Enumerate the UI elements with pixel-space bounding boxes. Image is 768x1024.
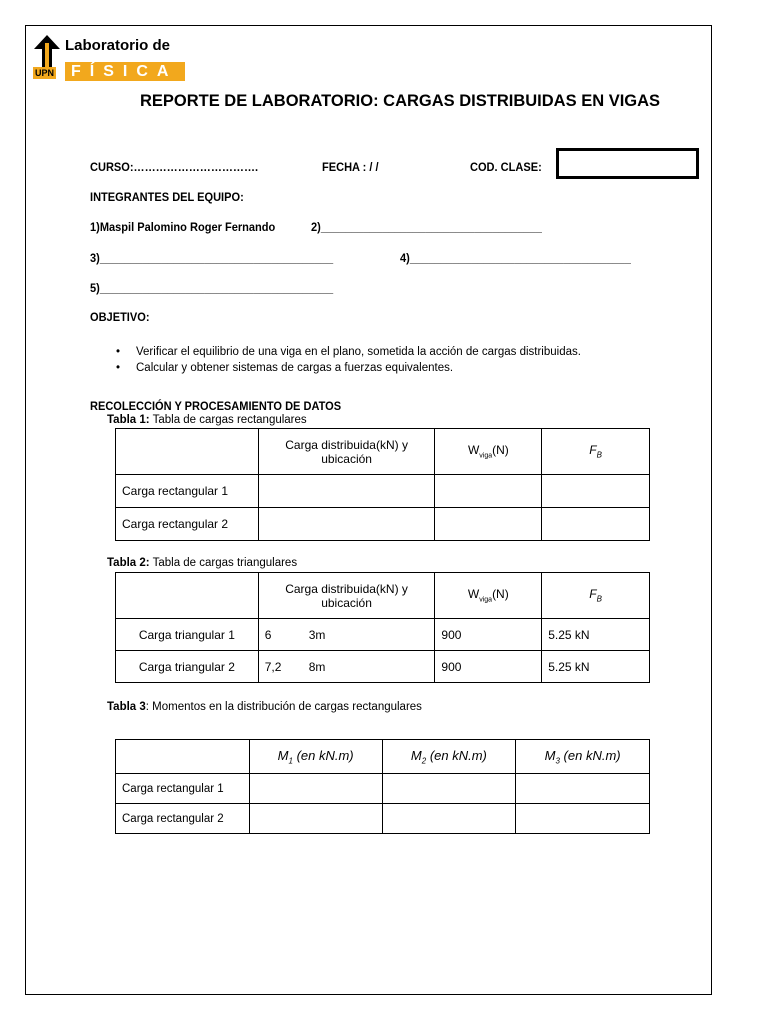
cell[interactable] <box>249 774 382 804</box>
tabla1-caption-bold: Tabla 1: <box>107 414 150 426</box>
integrantes-heading: INTEGRANTES DEL EQUIPO: <box>90 190 244 204</box>
row-label: Carga rectangular 1 <box>116 475 259 508</box>
cell[interactable] <box>258 475 435 508</box>
member-2[interactable]: 2)____________________________________ <box>311 220 542 234</box>
cell[interactable]: 900 <box>435 651 542 683</box>
tabla2-header-w: $W_{viga}(N)$ <box>435 573 542 619</box>
table-row <box>116 804 650 834</box>
row-label: Carga triangular 2 <box>116 651 259 683</box>
fecha-field[interactable]: FECHA : / / <box>322 160 379 174</box>
tabla1-header-carga: Carga distribuida(kN) y ubicación <box>258 429 435 475</box>
member-3[interactable]: 3)______________________________________ <box>90 251 334 265</box>
recoleccion-heading: RECOLECCIÓN Y PROCESAMIENTO DE DATOS <box>90 399 342 413</box>
tabla2 <box>115 572 650 683</box>
tabla3-header-m1: $M_1$ (en kN.m) <box>249 740 382 774</box>
tabla3 <box>115 739 650 834</box>
member-4[interactable]: 4)____________________________________ <box>400 251 631 265</box>
cod-clase-label: COD. CLASE: <box>470 160 542 174</box>
upn-arrow-icon <box>33 35 61 69</box>
tabla3-header-m2: $M_2$ (en kN.m) <box>382 740 516 774</box>
tabla2-caption-text: Tabla de cargas triangulares <box>149 557 298 569</box>
objetivo-item: • Calcular y obtener sistemas de cargas a fuerzas equivalentes. <box>116 360 581 376</box>
cell[interactable]: 5.25 kN <box>542 619 650 651</box>
cell[interactable] <box>258 508 435 541</box>
row-label: Carga rectangular 2 <box>116 508 259 541</box>
page-title: REPORTE DE LABORATORIO: CARGAS DISTRIBUIDAS EN VIGAS <box>139 92 661 110</box>
tabla1-header-f: $F_B$ <box>542 429 650 475</box>
tabla2-caption-bold: Tabla 2: <box>107 557 150 569</box>
logo-band: FÍSICA <box>65 62 185 81</box>
tabla1-caption-text: Tabla de cargas rectangulares <box>149 414 307 426</box>
objetivo-list <box>116 344 581 376</box>
logo-title: Laboratorio de <box>65 37 171 54</box>
cell-value: 6 <box>264 627 272 642</box>
cell[interactable] <box>542 508 650 541</box>
cell[interactable] <box>382 774 516 804</box>
cell[interactable] <box>258 651 435 683</box>
cell[interactable] <box>516 804 650 834</box>
logo-upn-text: UPN <box>35 68 55 78</box>
upn-logo <box>33 35 193 85</box>
row-label: Carga rectangular 2 <box>116 804 250 834</box>
member-5[interactable]: 5)______________________________________ <box>90 281 334 295</box>
cell-location: 3m <box>308 627 326 642</box>
cell-location: 8m <box>308 659 326 674</box>
objetivo-item: • Verificar el equilibrio de una viga en el plano, sometida la acción de cargas distribuidas. <box>116 344 581 360</box>
cell-value: 7,2 <box>264 659 282 674</box>
cod-clase-box[interactable] <box>556 148 699 179</box>
tabla3-header-empty <box>116 740 250 774</box>
tabla3-caption-bold: Tabla 3 <box>107 701 146 713</box>
cell[interactable] <box>382 804 516 834</box>
row-label: Carga triangular 1 <box>116 619 259 651</box>
tabla1-header-w: $W_{viga}(N)$ <box>435 429 542 475</box>
tabla1 <box>115 428 650 541</box>
cell[interactable] <box>435 508 542 541</box>
table-row <box>116 651 650 683</box>
table-row <box>116 475 650 508</box>
table-row <box>116 508 650 541</box>
objetivo-heading: OBJETIVO: <box>90 310 150 324</box>
tabla3-header-m3: $M_3$ (en kN.m) <box>516 740 650 774</box>
tabla2-header-empty <box>116 573 259 619</box>
tabla3-caption <box>107 701 422 713</box>
tabla1-caption <box>107 414 307 426</box>
cell[interactable] <box>249 804 382 834</box>
cell[interactable]: 900 <box>435 619 542 651</box>
cell[interactable] <box>542 475 650 508</box>
tabla1-header-empty <box>116 429 259 475</box>
tabla2-caption <box>107 557 297 569</box>
table-row <box>116 774 650 804</box>
tabla2-header-carga: Carga distribuida(kN) y ubicación <box>258 573 435 619</box>
cell[interactable] <box>435 475 542 508</box>
member-1[interactable]: 1)Maspil Palomino Roger Fernando <box>90 220 276 234</box>
table-row <box>116 619 650 651</box>
tabla3-caption-text: : Momentos en la distribución de cargas rectangulares <box>145 701 422 713</box>
cell[interactable]: 5.25 kN <box>542 651 650 683</box>
row-label: Carga rectangular 1 <box>116 774 250 804</box>
cell[interactable] <box>258 619 435 651</box>
curso-field[interactable]: CURSO:……………………………. <box>90 160 259 174</box>
tabla2-header-f: $F_B$ <box>542 573 650 619</box>
cell[interactable] <box>516 774 650 804</box>
